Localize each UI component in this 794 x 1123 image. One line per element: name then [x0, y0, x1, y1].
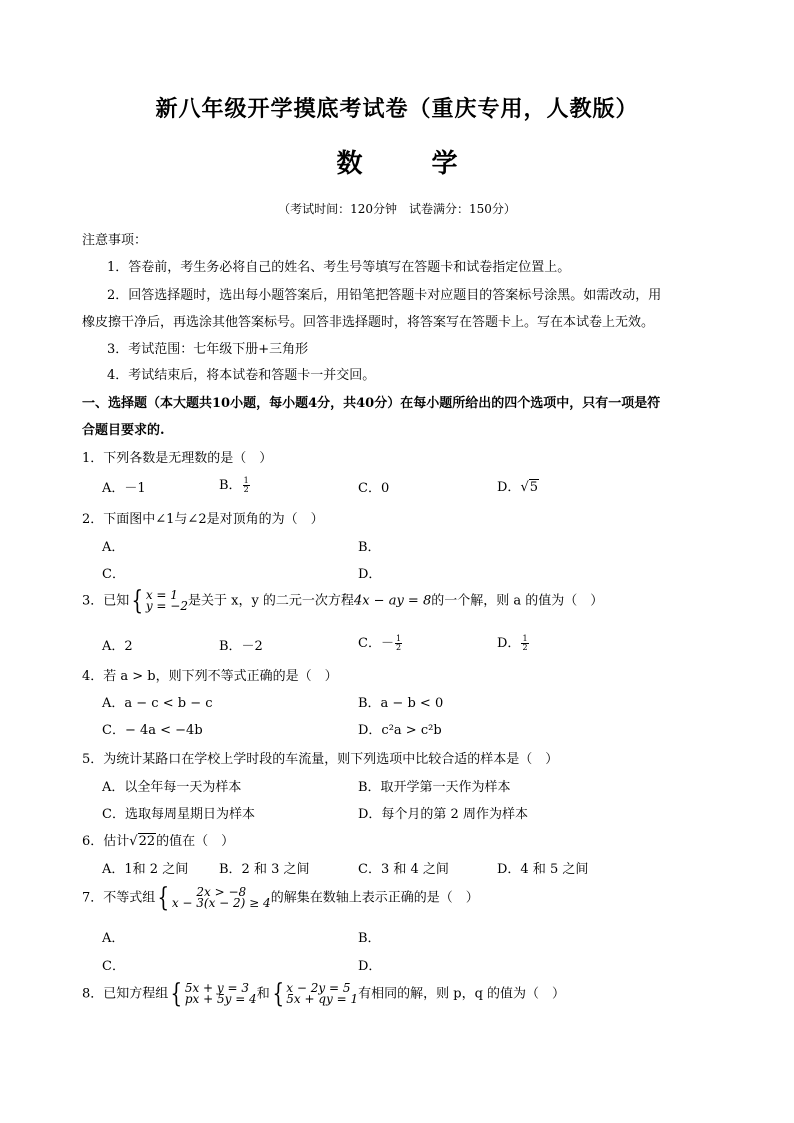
q1-sqrt-radicand: 5	[529, 480, 539, 495]
q8-system-2	[270, 981, 358, 1007]
q5-option-b: B．取开学第一天作为样本	[358, 780, 511, 795]
section-1-heading-line-1: 一、选择题（本大题共10小题，每小题4分，共40分）在每小题所给出的四个选项中，只有一项是符	[82, 396, 661, 411]
subject-char-2: 学	[431, 149, 458, 179]
q2-option-a: A．	[102, 540, 125, 555]
q2-stem: 2．下面图中∠1与∠2是对顶角的为（ ）	[82, 512, 324, 527]
notes-heading: 注意事项：	[82, 233, 148, 248]
q2-option-b: B．	[358, 540, 381, 555]
q3-c-numerator: 1	[395, 634, 402, 643]
q3-equation: 4x − ay = 8	[353, 593, 432, 609]
q8-system-1	[168, 981, 256, 1007]
q7-system-row-2: x − 3(x − 2) ≥ 4	[171, 896, 271, 910]
q3-stem-prefix: 3．已知	[82, 593, 130, 609]
q3-system-row-2: y = −2	[145, 599, 188, 613]
q3-option-c	[358, 632, 403, 652]
q8-conjunction: 和	[256, 986, 270, 1002]
q3-d-denominator: 2	[522, 643, 528, 652]
q3-option-b: B．－2	[219, 639, 263, 654]
note-3: 3．考试范围：七年级下册+三角形	[107, 342, 309, 357]
q3-option-c-label: C．－	[358, 636, 394, 651]
q3-system	[129, 588, 188, 614]
q3-option-d	[497, 632, 530, 652]
q3-option-d-label: D．	[497, 636, 521, 651]
q1-option-b	[219, 474, 251, 494]
q7-option-a: A．	[102, 931, 125, 946]
left-brace: {	[131, 586, 144, 616]
q8-stem-prefix: 8．已知方程组	[82, 986, 169, 1002]
note-2-line-2: 橡皮擦干净后，再选涂其他答案标号。回答非选择题时，将答案写在答题卡上。写在本试卷上无效。	[82, 315, 655, 330]
q6-option-a: A．1和 2 之间	[102, 862, 189, 877]
q7-option-b: B．	[358, 931, 381, 946]
q4-option-d: D．c²a > c²b	[358, 723, 442, 738]
q7-stem-prefix: 7．不等式组	[82, 890, 156, 906]
subject-char-1: 数	[336, 149, 363, 179]
exam-title: 新八年级开学摸底考试卷（重庆专用，人教版）	[155, 96, 639, 122]
q8-stem-suffix: 有相同的解，则 p，q 的值为（ ）	[358, 986, 566, 1002]
q8-system-2-row-1: x − 2y = 5	[286, 981, 351, 995]
q8-system-1-row-1: 5x + y = 3	[184, 981, 250, 995]
q8-system-2-row-2: 5x + qy = 1	[286, 992, 359, 1006]
q4-option-a: A．a − c < b − c	[102, 696, 213, 711]
q6-sqrt-radicand: 22	[138, 834, 156, 849]
q2-option-c: C．	[102, 567, 125, 582]
note-2-line-1: 2．回答选择题时，选出每小题答案后，用铅笔把答题卡对应题目的答案标号涂黑。如需改动，用	[107, 288, 662, 303]
q1-option-d	[497, 476, 539, 495]
q2-option-d: D．	[358, 567, 382, 582]
note-4: 4．考试结束后，将本试卷和答题卡一并交回。	[107, 368, 376, 383]
q5-option-a: A．以全年每一天为样本	[102, 780, 242, 795]
q3-stem-suffix: 的一个解，则 a 的值为（ ）	[431, 593, 604, 609]
note-1: 1．答卷前，考生务必将自己的姓名、考生号等填写在答题卡和试卷指定位置上。	[107, 260, 571, 275]
q3-option-c-fraction	[395, 635, 402, 652]
left-brace: {	[157, 883, 170, 913]
q3-system-row-1: x = 1	[145, 588, 178, 602]
q4-stem: 4．若 a > b，则下列不等式正确的是（ ）	[82, 669, 338, 684]
exam-info: （考试时间：120分钟 试卷满分：150分）	[278, 202, 516, 216]
left-brace: {	[170, 979, 183, 1009]
q7-option-d: D．	[358, 959, 382, 974]
q7-system-row-1: 2x > −8	[196, 885, 247, 899]
q3-stem-middle: 是关于 x，y 的二元一次方程	[187, 593, 354, 609]
q5-option-c: C．选取每周星期日为样本	[102, 807, 255, 822]
q6-stem	[82, 830, 234, 849]
q7-stem-suffix: 的解集在数轴上表示正确的是（ ）	[270, 890, 479, 906]
q1-option-b-label: B．	[219, 478, 242, 493]
section-1-heading-line-2: 合题目要求的.	[82, 423, 165, 438]
q1-b-numerator: 1	[243, 476, 249, 485]
q6-option-c: C．3 和 4 之间	[358, 862, 449, 877]
q7-system	[155, 885, 270, 911]
q7-stem	[82, 885, 479, 911]
q1-b-denominator: 2	[243, 485, 249, 494]
left-brace: {	[272, 979, 284, 1009]
q1-option-b-fraction	[243, 477, 250, 494]
q1-stem: 1．下列各数是无理数的是（ ）	[82, 451, 273, 466]
q7-option-c: C．	[102, 959, 125, 974]
q4-option-c: C．− 4a < −4b	[102, 723, 203, 738]
subject-heading	[0, 143, 794, 180]
q3-d-numerator: 1	[522, 634, 528, 643]
q6-option-b: B．2 和 3 之间	[219, 862, 310, 877]
q4-option-b: B．a − b < 0	[358, 696, 444, 711]
q6-option-d: D．4 和 5 之间	[497, 862, 589, 877]
q3-stem	[82, 588, 603, 614]
q3-c-denominator: 2	[395, 643, 402, 652]
q1-sqrt: √5	[520, 480, 539, 495]
q1-option-a: A．－1	[102, 481, 146, 496]
q8-system-1-row-2: px + 5y = 4	[184, 992, 257, 1006]
q6-stem-suffix: 的值在（ ）	[156, 834, 235, 849]
q1-option-c: C．0	[358, 481, 390, 496]
q3-option-d-fraction	[521, 635, 528, 652]
q8-stem	[82, 981, 565, 1007]
q5-option-d: D．每个月的第 2 周作为样本	[358, 807, 528, 822]
q1-option-d-label: D．	[497, 480, 521, 495]
q5-stem: 5．为统计某路口在学校上学时段的车流量，则下列选项中比较合适的样本是（ ）	[82, 752, 559, 767]
q6-stem-prefix: 6．估计	[82, 834, 130, 849]
q6-sqrt: √22	[129, 834, 156, 849]
q3-option-a: A．2	[102, 639, 133, 654]
